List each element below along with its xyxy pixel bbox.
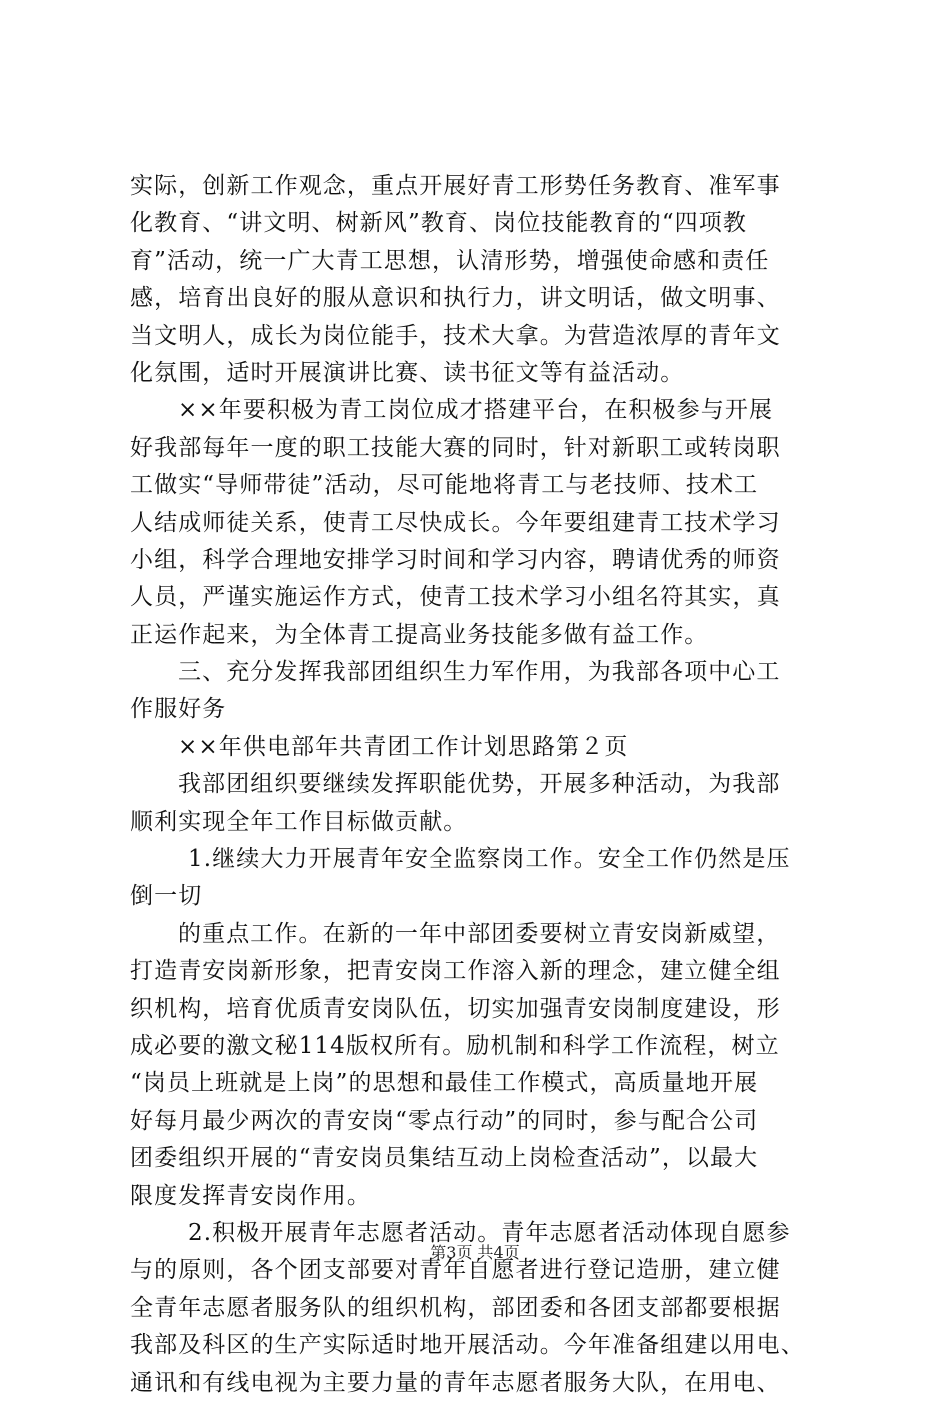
text-line: 成必要的激文秘114版权所有。励机制和科学工作流程，树立 xyxy=(130,1032,780,1059)
text-line: 织机构，培育优质青安岗队伍，切实加强青安岗制度建设，形 xyxy=(130,995,781,1022)
section-heading: 作服好务 xyxy=(130,696,227,723)
text-line: 通讯和有线电视为主要力量的青年志愿者服务大队，在用电、 xyxy=(130,1369,781,1396)
text-line: 顺利实现全年工作目标做贡献。 xyxy=(130,808,468,835)
text-line: 我部及科区的生产实际适时地开展活动。今年准备组建以用电、 xyxy=(130,1332,805,1359)
text-line: 打造青安岗新形象，把青安岗工作溶入新的理念，建立健全组 xyxy=(130,958,781,985)
text-line: ××年供电部年共青团工作计划思路第２页 xyxy=(178,733,629,760)
text-line: 人结成师徒关系，使青工尽快成长。今年要组建青工技术学习 xyxy=(130,509,781,536)
text-line: 当文明人，成长为岗位能手，技术大拿。为营造浓厚的青年文 xyxy=(130,322,781,349)
text-line: 团委组织开展的“青安岗员集结互动上岗检查活动”，以最大 xyxy=(130,1145,759,1172)
text-line: 小组，科学合理地安排学习时间和学习内容，聘请优秀的师资 xyxy=(130,546,781,573)
text-line: 工做实“导师带徒”活动，尽可能地将青工与老技师、技术工 xyxy=(130,472,759,499)
section-heading: 三、充分发挥我部团组织生力军作用，为我部各项中心工 xyxy=(178,659,781,686)
text-line: 正运作起来，为全体青工提高业务技能多做有益工作。 xyxy=(130,621,709,648)
text-line: 育”活动，统一广大青工思想，认清形势，增强使命感和责任 xyxy=(130,247,770,274)
text-line: 限度发挥青安岗作用。 xyxy=(130,1182,371,1209)
text-line: 倒一切 xyxy=(130,883,203,910)
text-line: 好我部每年一度的职工技能大赛的同时，针对新职工或转岗职 xyxy=(130,434,781,461)
text-line: 我部团组织要继续发挥职能优势，开展多种活动，为我部 xyxy=(178,771,781,798)
text-line: 与的原则，各个团支部要对青年自愿者进行登记造册，建立健 xyxy=(130,1257,781,1284)
text-line: 好每月最少两次的青安岗“零点行动”的同时，参与配合公司 xyxy=(130,1107,759,1134)
body-text xyxy=(130,168,830,1402)
text-line: 2.积极开展青年志愿者活动。青年志愿者活动体现自愿参 xyxy=(188,1219,791,1246)
text-line: 化教育、“讲文明、树新风”教育、岗位技能教育的“四项教 xyxy=(130,210,747,237)
text-line: 实际，创新工作观念，重点开展好青工形势任务教育、准军事 xyxy=(130,173,781,199)
text-line: 化氛围，适时开展演讲比赛、读书征文等有益活动。 xyxy=(130,359,685,386)
page-footer: 第3页 共4页 xyxy=(430,1243,520,1262)
text-line: 全青年志愿者服务队的组织机构，部团委和各团支部都要根据 xyxy=(130,1294,781,1321)
text-line: 感，培育出良好的服从意识和执行力，讲文明话，做文明事、 xyxy=(130,285,781,312)
text-line: “岗员上班就是上岗”的思想和最佳工作模式，高质量地开展 xyxy=(130,1070,759,1097)
text-line: 1.继续大力开展青年安全监察岗工作。安全工作仍然是压 xyxy=(188,846,791,873)
text-line: 的重点工作。在新的一年中部团委要树立青安岗新威望， xyxy=(178,920,781,947)
text-line: ××年要积极为青工岗位成才搭建平台，在积极参与开展 xyxy=(178,397,774,424)
text-line: 人员，严谨实施运作方式，使青工技术学习小组名符其实，真 xyxy=(130,584,781,611)
